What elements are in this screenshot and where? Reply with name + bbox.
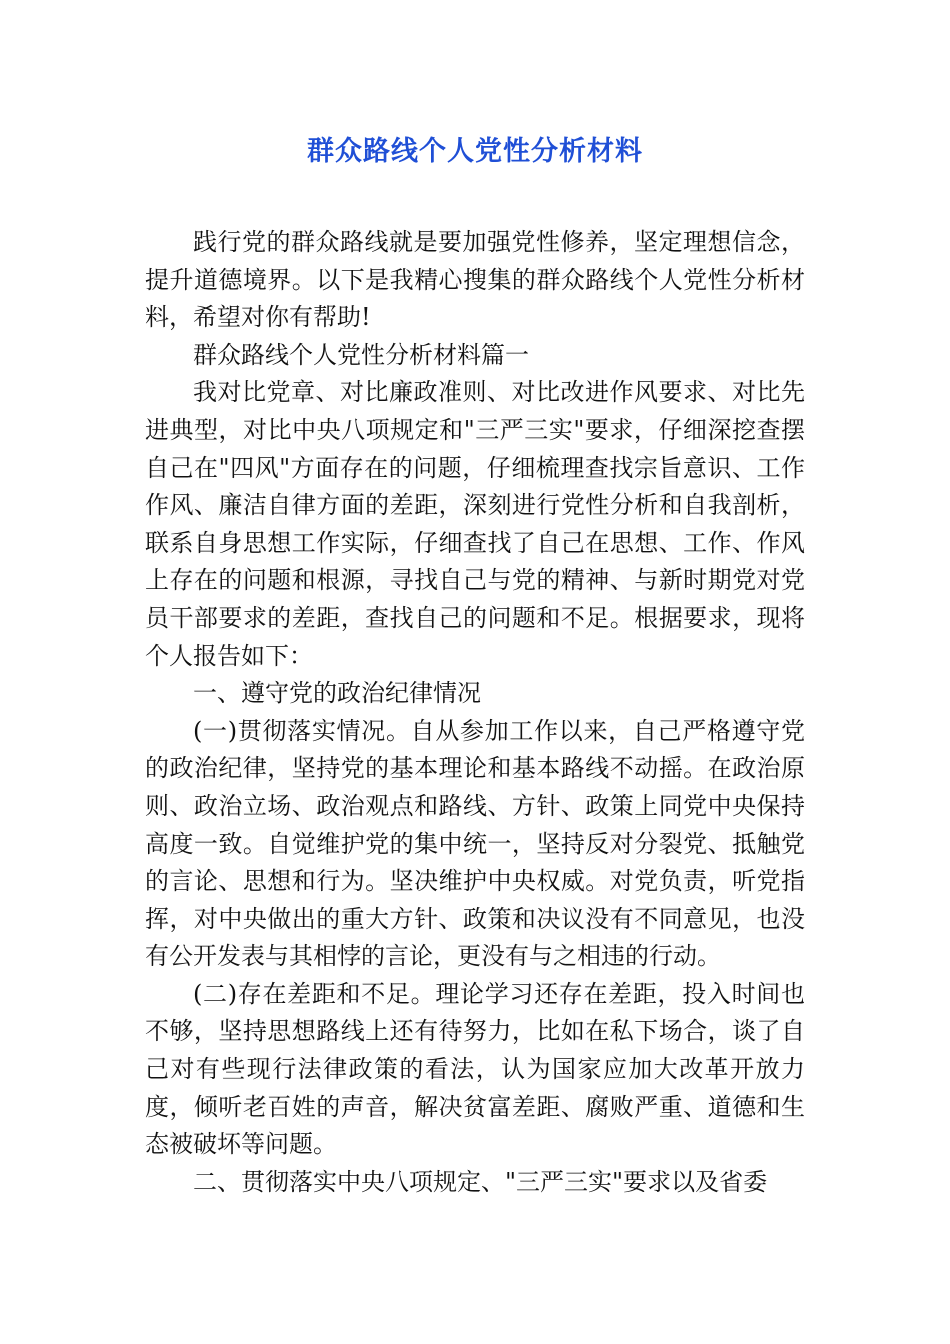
body-paragraph: (二)存在差距和不足。理论学习还存在差距，投入时间也不够，坚持思想路线上还有待努力，比如在私下场合，谈了自己对有些现行法律政策的看法，认为国家应加大改革开放力度，倾听老百姓的声音，解决贫富差距、腐败严重、道德和生态被破坏等问题。 <box>145 979 805 1159</box>
document-body <box>145 224 805 1201</box>
document-title: 群众路线个人党性分析材料 <box>307 136 643 167</box>
body-paragraph: 我对比党章、对比廉政准则、对比改进作风要求、对比先进典型，对比中央八项规定和"三严三实"要求，仔细深挖查摆自己在"四风"方面存在的问题，仔细梳理查找宗旨意识、工作作风、廉洁自律方面的差距，深刻进行党性分析和自我剖析，联系自身思想工作实际，仔细查找了自己在思想、工作、作风上存在的问题和根源，寻找自己与党的精神、与新时期党对党员干部要求的差距，查找自己的问题和不足。根据要求，现将个人报告如下： <box>145 378 805 670</box>
section-heading: 二、贯彻落实中央八项规定、"三严三实"要求以及省委 <box>193 1167 768 1196</box>
body-paragraph: (一)贯彻落实情况。自从参加工作以来，自己严格遵守党的政治纪律，坚持党的基本理论和基本路线不动摇。在政治原则、政治立场、政治观点和路线、方针、政策上同党中央保持高度一致。自觉维护党的集中统一，坚持反对分裂党、抵触党的言论、思想和行为。坚决维护中央权威。对党负责，听党指挥，对中央做出的重大方针、政策和决议没有不同意见，也没有公开发表与其相悖的言论，更没有与之相违的行动。 <box>145 716 805 971</box>
section-heading: 群众路线个人党性分析材料篇一 <box>193 340 529 369</box>
section-heading: 一、遵守党的政治纪律情况 <box>193 679 481 708</box>
intro-paragraph: 践行党的群众路线就是要加强党性修养，坚定理想信念，提升道德境界。以下是我精心搜集的群众路线个人党性分析材料，希望对你有帮助! <box>145 228 805 332</box>
